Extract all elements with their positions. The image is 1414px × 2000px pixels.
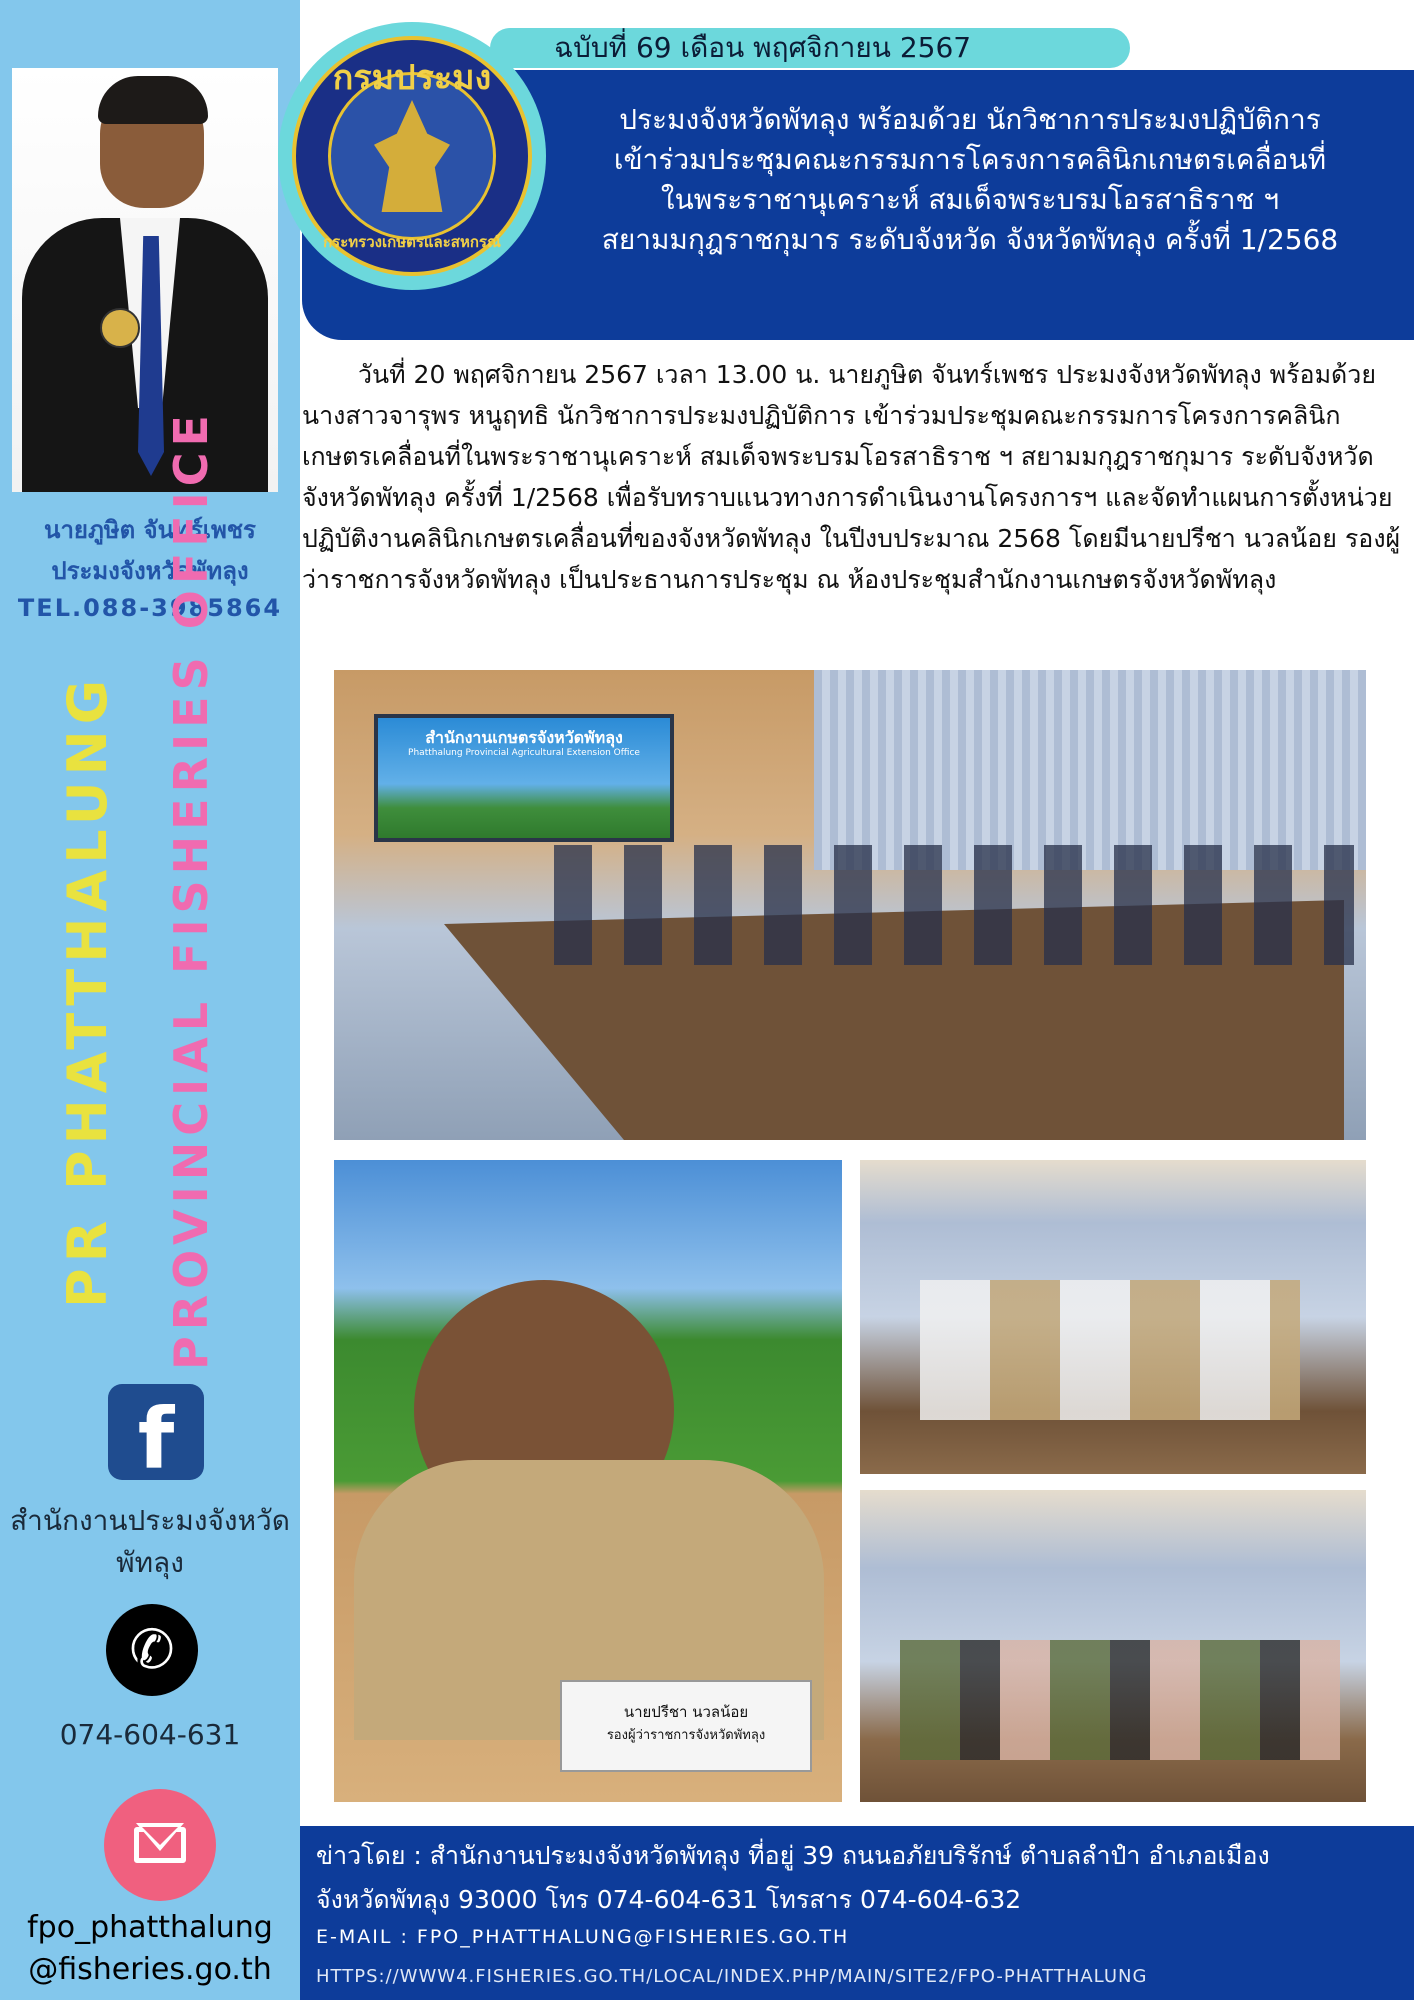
person-position: ประมงจังหวัดพัทลุง — [51, 557, 249, 585]
issue-label: ฉบับที่ 69 เดือน พฤศจิกายน 2567 — [490, 28, 1130, 68]
attendees — [920, 1280, 1300, 1420]
attendees — [554, 845, 1354, 965]
nameplate-name: นายปรีชา นวลน้อย — [623, 1703, 749, 1721]
person-tel[interactable]: TEL.088-3985864 — [17, 594, 283, 622]
headline-line: ในพระราชานุเคราะห์ สมเด็จพระบรมโอรสาธิราช ฯ — [660, 183, 1280, 216]
footer-address-2: จังหวัดพัทลุง 93000 โทร 074-604-631 โทรสาร 074-604-632 — [316, 1885, 1022, 1914]
screen-subtitle: Phatthalung Provincial Agricultural Extension Office — [408, 748, 640, 758]
headline-line: สยามมกุฎราชกุมาร ระดับจังหวัด จังหวัดพัทลุง ครั้งที่ 1/2568 — [601, 223, 1339, 256]
phone-number[interactable]: 074-604-631 — [59, 1718, 241, 1751]
meeting-photo-right-top — [860, 1160, 1366, 1474]
facebook-icon[interactable]: f — [108, 1384, 204, 1480]
meeting-photo-right-bottom — [860, 1490, 1366, 1802]
person-name: นายภูษิต จันทร์เพชร — [44, 516, 256, 544]
department-of-fisheries-logo — [278, 22, 546, 290]
badge-icon — [100, 308, 140, 348]
presentation-screen — [374, 714, 674, 842]
email-icon[interactable] — [104, 1789, 216, 1901]
nameplate-title: รองผู้ว่าราชการจังหวัดพัทลุง — [606, 1728, 766, 1743]
vertical-title-office: PROVINCIAL FISHERIES OFFICE — [164, 409, 218, 1370]
logo-text-top: กรมประมง — [332, 58, 492, 98]
headline-line: ประมงจังหวัดพัทลุง พร้อมด้วย นักวิชาการประมงปฏิบัติการ — [619, 103, 1321, 136]
phone-icon[interactable]: ✆ — [106, 1604, 198, 1696]
headline-line: เข้าร่วมประชุมคณะกรรมการโครงการคลินิกเกษตรเคลื่อนที่ — [613, 143, 1327, 176]
nameplate — [560, 1680, 812, 1772]
footer-email[interactable]: E-MAIL : FPO_PHATTHALUNG@FISHERIES.GO.TH — [316, 1926, 850, 1948]
news-paragraph: วันที่ 20 พฤศจิกายน 2567 เวลา 13.00 น. นายภูษิต จันทร์เพชร ประมงจังหวัดพัทลุง พร้อมด้วย นางสาวจารุพร หนูฤทธิ นักวิชาการประมงปฏิบัติการ เข้าร่วมประชุมคณะกรรมการโครงการคลินิกเกษตรเคลื่อนที่ในพระราชานุเคราะห์ สมเด็จพระบรมโอรสาธิราช ฯ สยามมกุฎราชกุมาร ระดับจังหวัด จังหวัดพัทลุง ครั้งที่ 1/2568 เพื่อรับทราบแนวทางการดำเนินงานโครงการฯ และจัดทำแผนการตั้งหน่วยปฏิบัติงานคลินิกเกษตรเคลื่อนที่ของจังหวัดพัทลุง ในปีงบประมาณ 2568 โดยมีนายปรีชา นวลน้อย รองผู้ว่าราชการจังหวัดพัทลุง เป็นประธานการประชุม ณ ห้องประชุมสำนักงานเกษตรจังหวัดพัทลุง — [302, 360, 1401, 594]
email-line-2[interactable]: @fisheries.go.th — [28, 1952, 272, 1987]
logo-text-bottom: กระทรวงเกษตรและสหกรณ์ — [323, 233, 501, 251]
email-line-1[interactable]: fpo_phatthalung — [27, 1910, 273, 1945]
headline — [540, 100, 1400, 260]
curtains — [814, 670, 1366, 870]
footer-url[interactable]: HTTPS://WWW4.FISHERIES.GO.TH/LOCAL/INDEX.PHP/MAIN/SITE2/FPO-PHATTHALUNG — [316, 1966, 1148, 1987]
portrait-photo — [12, 68, 278, 492]
facebook-page-label[interactable]: สำนักงานประมงจังหวัด พัทลุง — [10, 1504, 290, 1579]
screen-title: สำนักงานเกษตรจังหวัดพัทลุง — [425, 728, 623, 747]
vertical-title-pr: PR PHATTHALUNG — [56, 673, 119, 1308]
footer-address-1: ข่าวโดย : สำนักงานประมงจังหวัดพัทลุง ที่อยู่ 39 ถนนอภัยบริรักษ์ ตำบลลำปำ อำเภอเมือง — [316, 1841, 1270, 1870]
chairman-photo — [334, 1160, 842, 1802]
meeting-photo-main — [334, 670, 1366, 1140]
news-body — [302, 354, 1402, 600]
attendees — [900, 1640, 1340, 1760]
